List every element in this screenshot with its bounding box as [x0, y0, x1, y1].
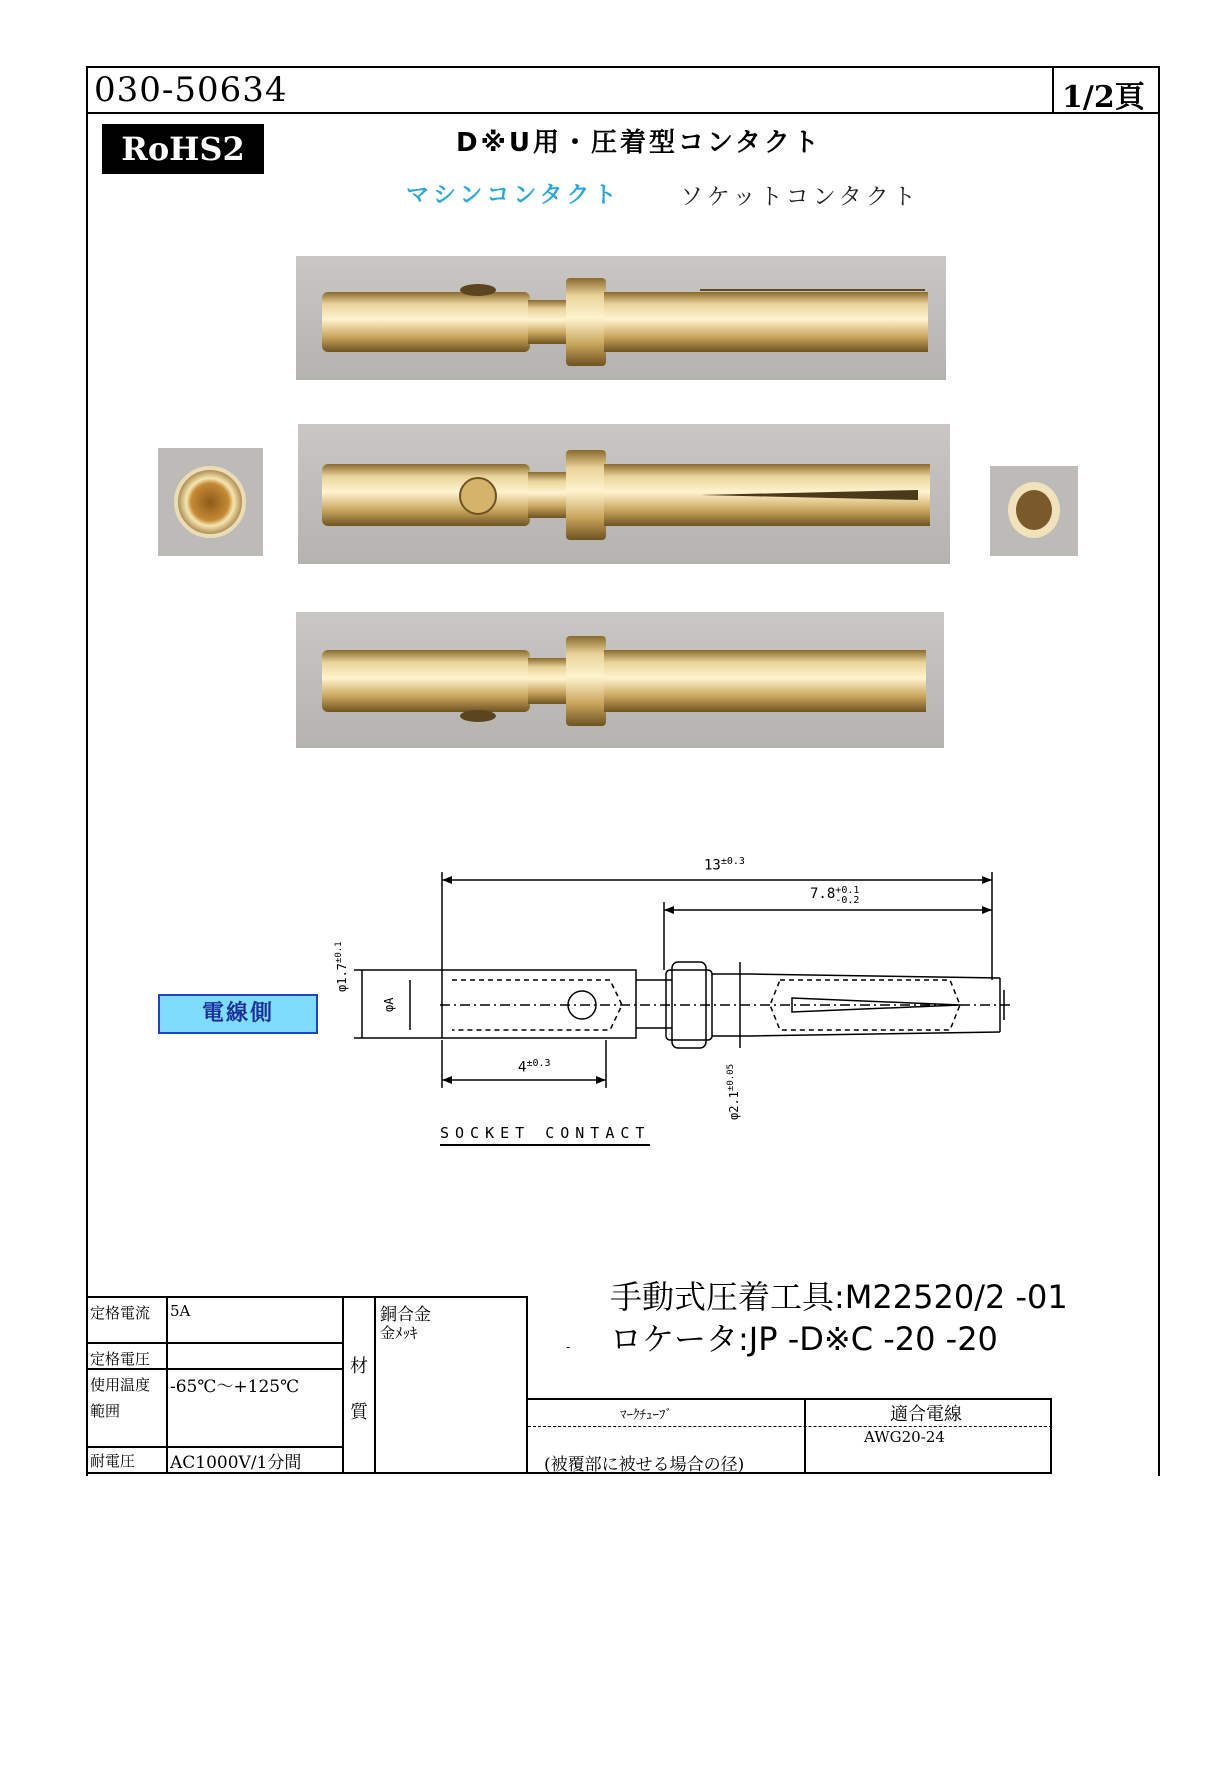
material-label-1: 材 — [350, 1356, 368, 1377]
mark-tube-note: (被覆部に被せる場合の径) — [544, 1455, 745, 1475]
rated-current-value: 5A — [170, 1302, 191, 1320]
dim-collar-value: φ2.1 — [727, 1091, 741, 1120]
compatible-wire-header: 適合電線 — [890, 1404, 962, 1425]
spec-col-divider — [374, 1296, 376, 1474]
spec-col-divider — [166, 1296, 168, 1474]
dash-mark: - — [566, 1340, 571, 1354]
rated-voltage-label: 定格電圧 — [90, 1350, 151, 1368]
dim-front-tol-minus: -0.2 — [835, 895, 860, 906]
contact-end-view-right — [990, 466, 1078, 556]
contact-photo-bottom — [296, 612, 944, 748]
wire-side-label: 電線側 — [158, 994, 318, 1034]
contact-end-view-left — [158, 448, 263, 556]
dim-overall-value: 13 — [704, 857, 721, 874]
compatible-wire-value: AWG20-24 — [864, 1428, 945, 1446]
subtitle-socket-contact: ソケットコンタクト — [680, 184, 920, 210]
spec-col-divider — [342, 1296, 344, 1474]
dim-od-value: φ1.7 — [335, 963, 349, 992]
dim-front — [810, 886, 859, 906]
dim-overall-tolerance: ±0.3 — [720, 856, 745, 867]
dim-front-tol-plus: +0.1 — [835, 885, 860, 896]
contact-photo-middle — [298, 424, 950, 564]
locator-spec: ロケータ:JP -D※C -20 -20 — [610, 1320, 998, 1358]
material-label-2: 質 — [350, 1402, 368, 1423]
dim-bore: φA — [382, 997, 396, 1012]
dim-od — [334, 941, 349, 992]
dim-collar-tolerance: ±0.05 — [726, 1064, 736, 1092]
contact-photo-top — [296, 256, 946, 380]
subtitle-machine-contact: マシンコンタクト — [406, 182, 621, 208]
page-indicator: 1/2頁 — [1062, 80, 1145, 115]
dim-collar — [726, 1064, 741, 1120]
dim-rear-value: 4 — [518, 1059, 527, 1076]
spec-row-divider — [86, 1342, 342, 1344]
temp-range-value: -65℃～+125℃ — [170, 1377, 300, 1397]
mark-tube-header: ﾏｰｸﾁｭｰﾌﾞ — [620, 1408, 672, 1423]
dim-overall — [704, 856, 745, 874]
wire-spec-dash-line — [528, 1426, 1052, 1427]
material-value-2: 金ﾒｯｷ — [380, 1324, 418, 1342]
dim-rear-tolerance: ±0.3 — [526, 1058, 551, 1069]
withstand-value: AC1000V/1分間 — [170, 1453, 302, 1473]
socket-contact-caption: SOCKET CONTACT — [440, 1124, 650, 1146]
rohs-badge: RoHS2 — [102, 124, 264, 174]
dim-rear — [518, 1058, 551, 1076]
document-number: 030-50634 — [94, 70, 288, 110]
withstand-label: 耐電圧 — [90, 1452, 136, 1470]
temp-range-label-1: 使用温度 — [90, 1376, 151, 1394]
page-title: D※U用・圧着型コンタクト — [456, 128, 822, 158]
temp-range-label-2: 範囲 — [90, 1402, 121, 1420]
dim-od-tolerance: ±0.1 — [334, 941, 344, 964]
dim-front-value: 7.8 — [810, 886, 836, 902]
material-value-1: 銅合金 — [380, 1305, 431, 1325]
product-photos — [0, 0, 1216, 800]
wire-spec-col-divider — [804, 1398, 806, 1474]
rated-current-label: 定格電流 — [90, 1304, 151, 1322]
crimp-tool-spec: 手動式圧着工具:M22520/2 -01 — [610, 1278, 1068, 1316]
